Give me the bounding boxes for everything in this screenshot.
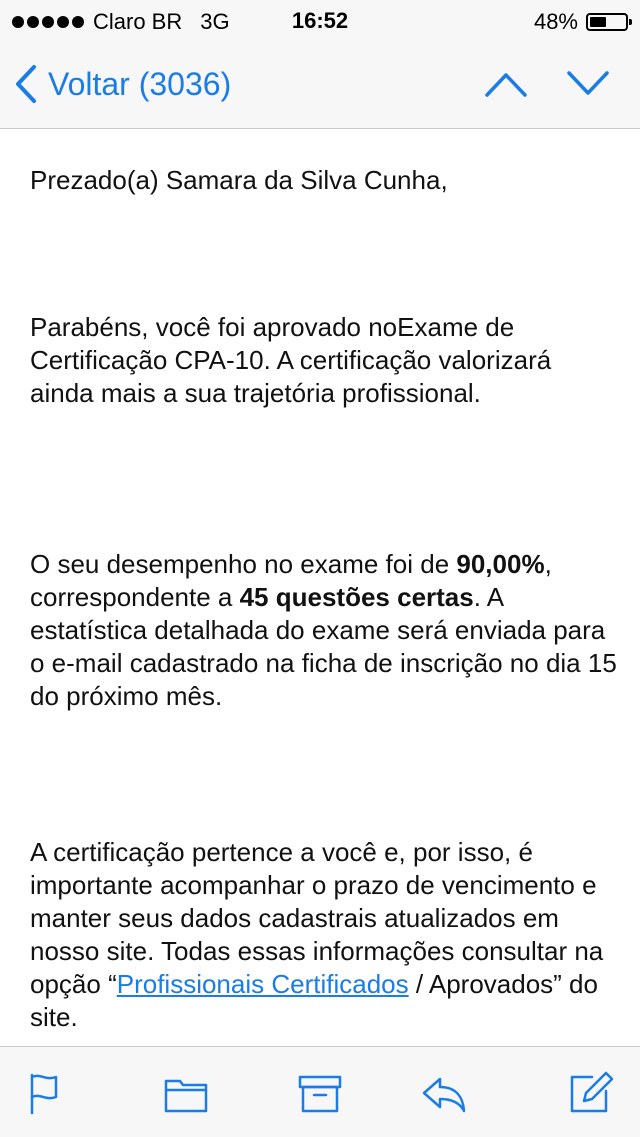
chevron-left-icon [14,64,38,104]
flag-icon [22,1069,70,1117]
archive-icon [296,1069,344,1117]
archive-button[interactable] [296,1069,344,1117]
bottom-toolbar [0,1046,640,1137]
performance-text-start: O seu desempenho no exame foi de [30,549,457,579]
battery-percent: 48% [533,9,578,34]
previous-message-button[interactable] [484,68,528,100]
navigation-bar [0,40,640,129]
move-to-folder-button[interactable] [162,1069,210,1117]
message-body[interactable] [0,129,640,1046]
next-message-button[interactable] [566,68,610,100]
performance-percentage: 90,00% [456,549,545,579]
status-right [534,9,628,35]
flag-button[interactable] [22,1069,70,1117]
correct-answers-count: 45 questões certas [239,582,474,612]
status-time: 16:52 [291,8,349,33]
performance-text-mid: , correspondente a [30,549,552,612]
message-greeting: Prezado(a) Samara da Silva Cunha, [30,165,448,195]
back-button[interactable] [14,62,231,106]
compose-icon [566,1069,614,1117]
reply-icon [420,1069,468,1117]
folder-icon [162,1069,210,1117]
back-button-label: Voltar (3036) [48,65,232,102]
message-congrats-paragraph: Parabéns, você foi aprovado noExame de Certificação CPA-10. A certificação valorizará ainda mais a sua trajetória profissional. [30,312,552,408]
status-bar [0,0,640,40]
compose-button[interactable] [566,1069,614,1117]
chevron-down-icon [566,68,610,100]
message-certification-paragraph [30,836,620,1034]
message-performance-paragraph [30,548,620,713]
network-type: 3G [200,9,230,34]
carrier-name: Claro BR [93,9,183,34]
chevron-up-icon [484,68,528,100]
performance-text-end: . A estatística detalhada do exame será enviada para o e-mail cadastrado na ficha de inscrição no dia 15 do próximo mês. [30,582,617,711]
certification-text-end: / Aprovados” do site. [30,969,598,1032]
battery-icon [586,13,628,31]
reply-button[interactable] [420,1069,468,1117]
certification-text-start: A certificação pertence a você e, por isso, é importante acompanhar o prazo de vencimento e manter seus dados cadastrais atualizados em nosso site. Todas essas informações consultar na opção “ [30,837,604,999]
certified-professionals-link[interactable]: Profissionais Certificados [116,969,409,999]
